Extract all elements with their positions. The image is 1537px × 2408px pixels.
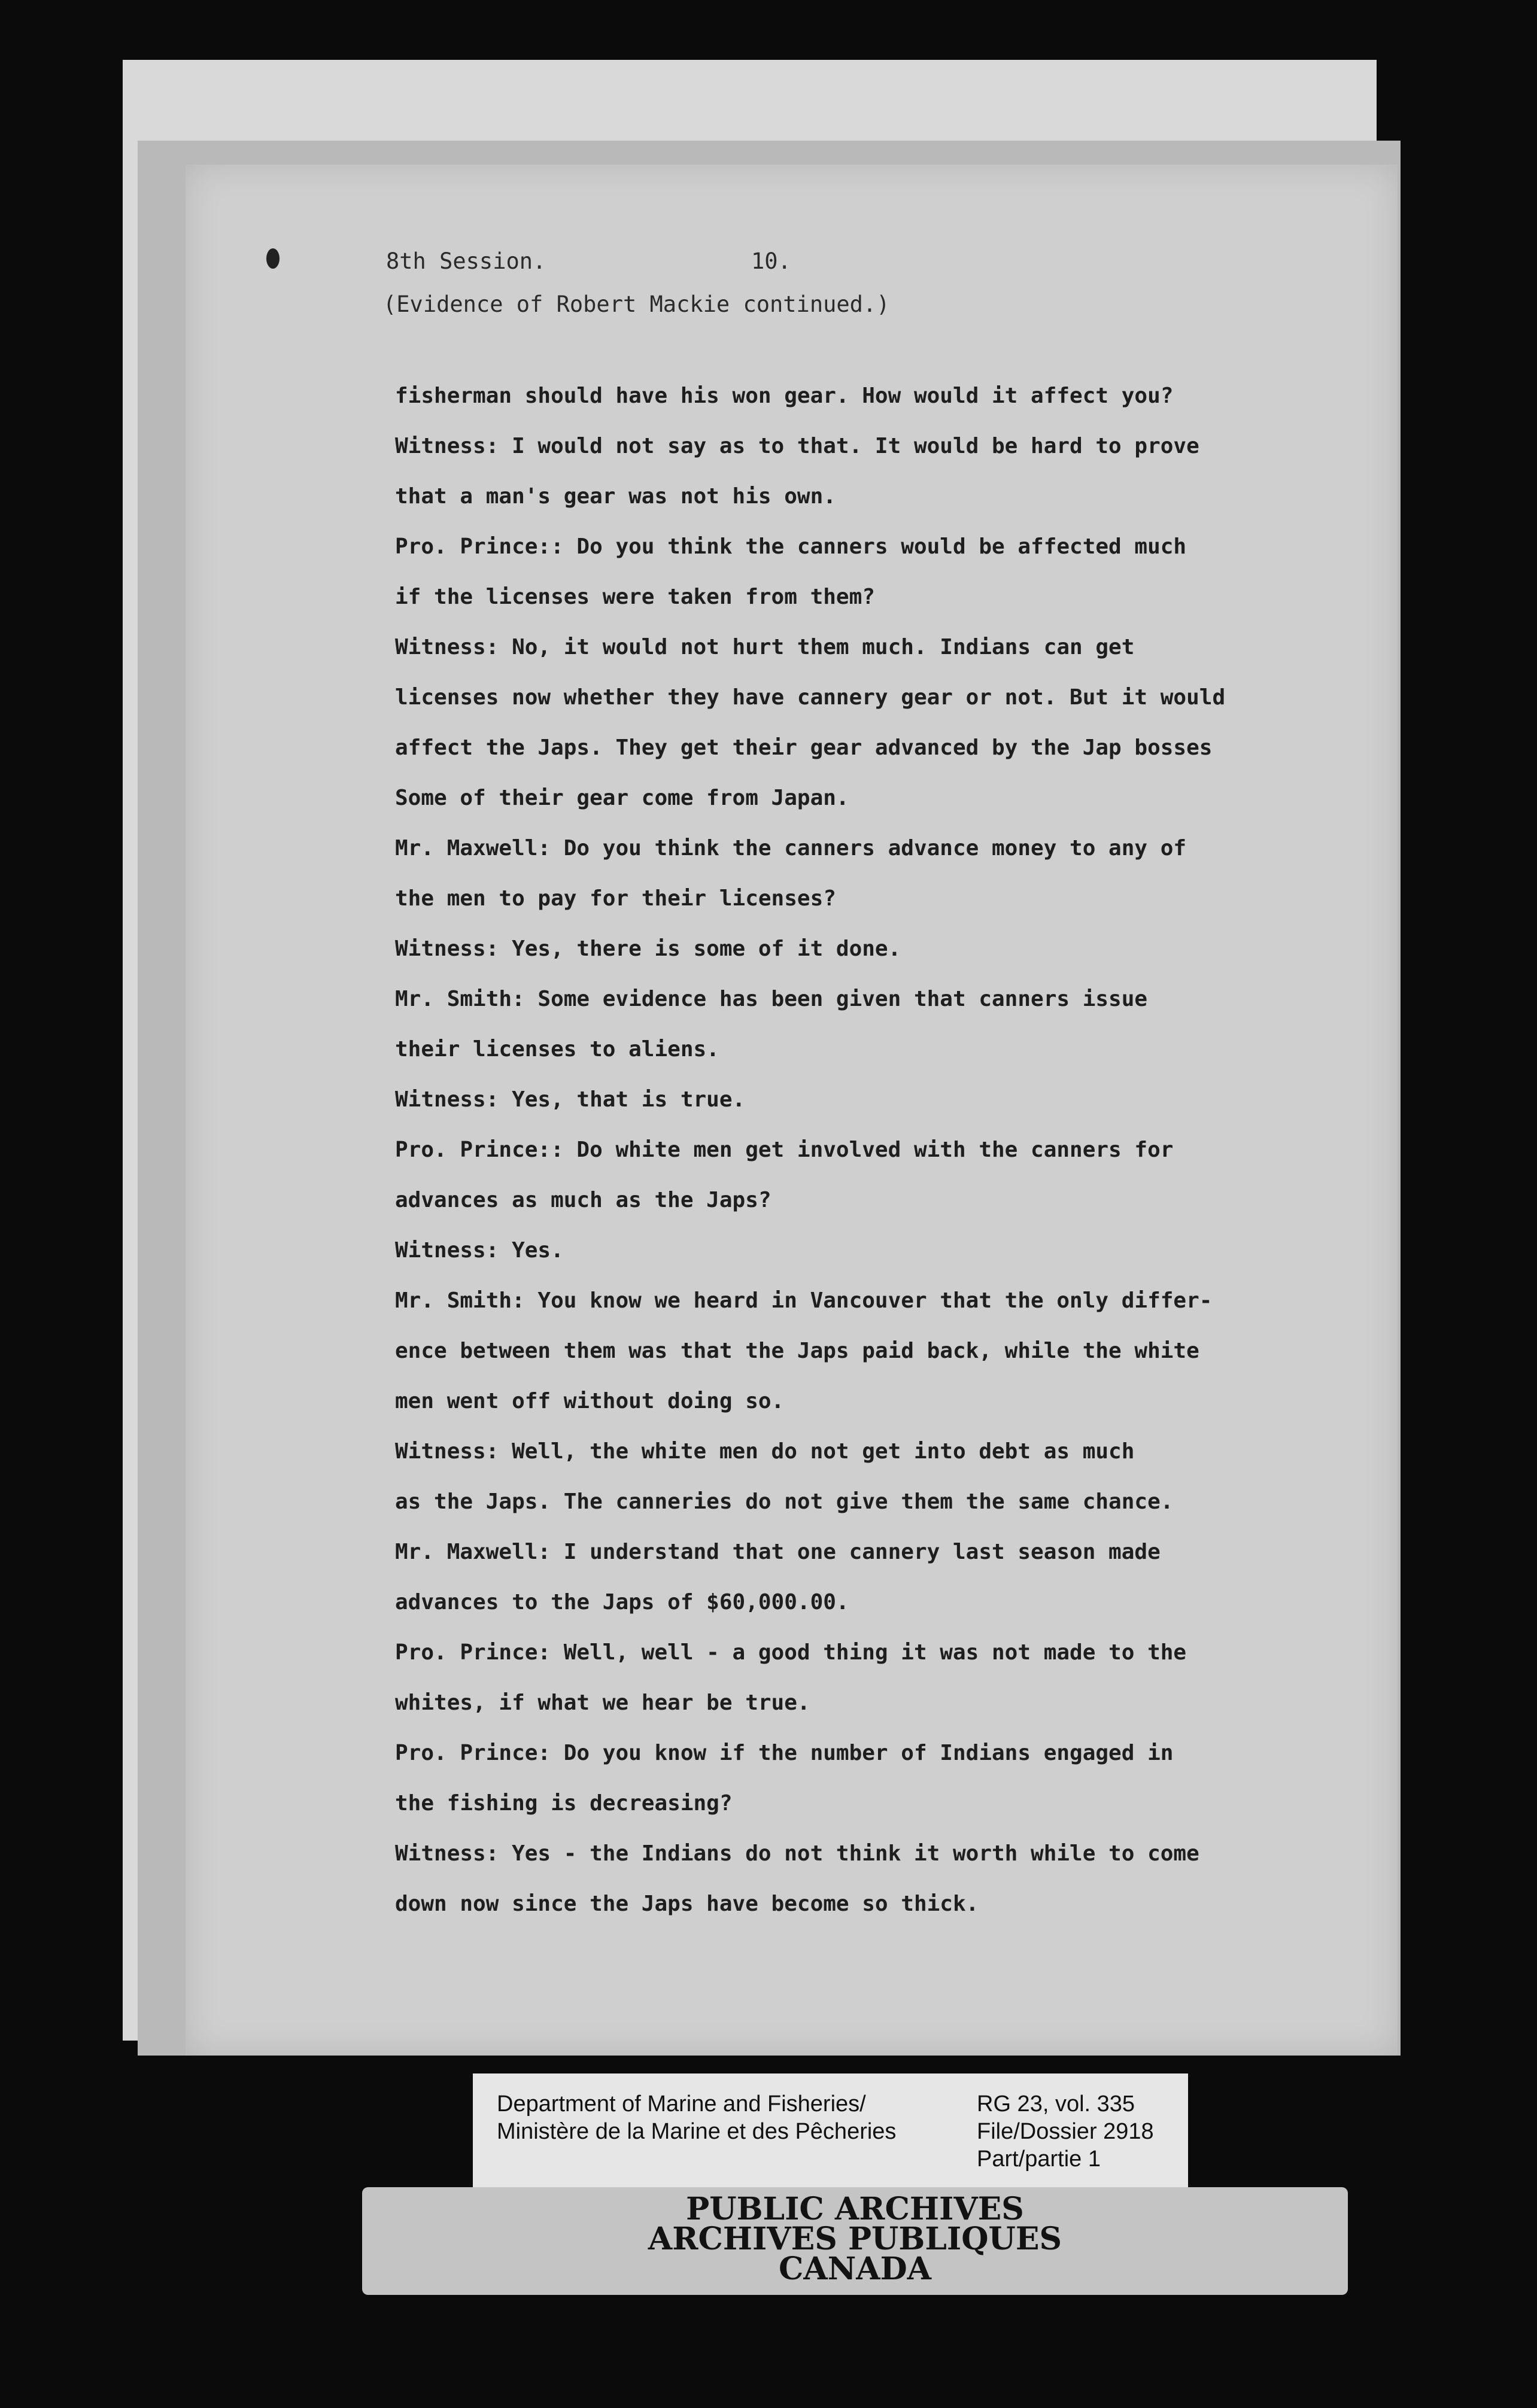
text-line: Witness: Yes - the Indians do not think it worth while to come [395,1841,1199,1866]
text-line: Witness: Yes. [395,1238,564,1263]
text-line: Mr. Maxwell: I understand that one cannery last season made [395,1540,1161,1564]
text-line: Witness: Yes, there is some of it done. [395,937,901,961]
stamp-line-1: PUBLIC ARCHIVES [686,2191,1024,2227]
text-line: Witness: Yes, that is true. [395,1087,746,1112]
department-name [497,2090,896,2145]
text-line: Mr. Smith: You know we heard in Vancouver that the only differ- [395,1288,1213,1313]
text-line: fisherman should have his won gear. How would it affect you? [395,384,1174,408]
text-line: Pro. Prince:: Do white men get involved with the canners for [395,1138,1174,1162]
department-name-fr: Ministère de la Marine et des Pêcheries [497,2119,897,2144]
text-line: advances as much as the Japs? [395,1188,771,1212]
text-line: the men to pay for their licenses? [395,886,836,911]
part-number: Part/partie 1 [977,2146,1101,2172]
text-line: the fishing is decreasing? [395,1791,733,1816]
text-line: Pro. Prince: Do you know if the number of Indians engaged in [395,1741,1174,1765]
text-line: ence between them was that the Japs paid back, while the white [395,1339,1199,1363]
text-line: Pro. Prince: Well, well - a good thing it was not made to the [395,1640,1187,1665]
stamp-line-3: CANADA [778,2251,932,2287]
public-archives-stamp [362,2187,1348,2295]
text-line: Some of their gear come from Japan. [395,786,849,810]
document-page [186,165,1398,2056]
record-group: RG 23, vol. 335 [977,2091,1135,2117]
text-line: men went off without doing so. [395,1389,785,1413]
text-line: Witness: I would not say as to that. It would be hard to prove [395,434,1199,458]
transcript-body [395,371,1353,1929]
stamp-line-2: ARCHIVES PUBLIQUES [648,2221,1062,2257]
text-line: Mr. Maxwell: Do you think the canners advance money to any of [395,836,1187,861]
text-line: as the Japs. The canneries do not give them the same chance. [395,1489,1174,1514]
punch-mark [266,248,280,269]
file-reference [977,2090,1154,2173]
text-line: advances to the Japs of $60,000.00. [395,1590,849,1615]
text-line: if the licenses were taken from them? [395,585,875,609]
document-subtitle: (Evidence of Robert Mackie continued.) [383,291,890,317]
text-line: Witness: No, it would not hurt them much. Indians can get [395,635,1135,659]
archive-reference-label [473,2073,1188,2190]
text-line: Mr. Smith: Some evidence has been given that canners issue [395,987,1148,1011]
text-line: whites, if what we hear be true. [395,1691,810,1715]
text-line: their licenses to aliens. [395,1037,719,1062]
page-number: 10. [751,248,791,274]
session-label: 8th Session. [386,248,546,274]
text-line: Pro. Prince:: Do you think the canners would be affected much [395,534,1187,559]
text-line: that a man's gear was not his own. [395,484,836,509]
text-line: licenses now whether they have cannery gear or not. But it would [395,685,1226,710]
department-name-en: Department of Marine and Fisheries/ [497,2091,866,2117]
file-number: File/Dossier 2918 [977,2119,1154,2144]
text-line: affect the Japs. They get their gear advanced by the Jap bosses [395,735,1213,760]
text-line: Witness: Well, the white men do not get into debt as much [395,1439,1135,1464]
text-line: down now since the Japs have become so thick. [395,1892,979,1916]
